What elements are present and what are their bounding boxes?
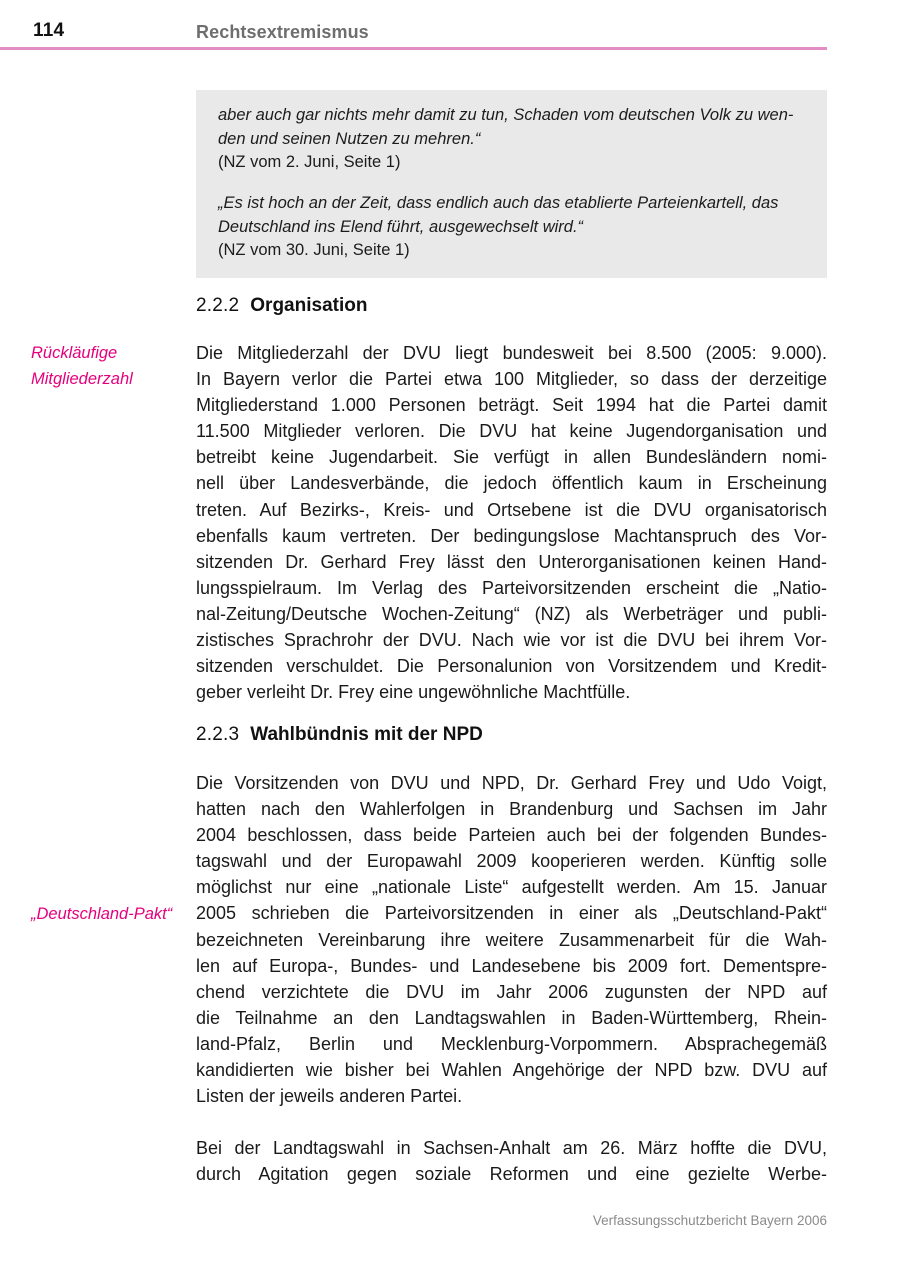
text-line: möglichst nur eine „nationale Liste“ aufgestellt werden. Am 15. Januar [196, 877, 828, 898]
text-line: Bei der Landtagswahl in Sachsen-Anhalt am 26. März hoffte die DVU, [196, 1138, 827, 1158]
page-number: 114 [33, 20, 65, 41]
text-line: 2004 beschlossen, dass beide Parteien auch bei der folgenden Bundes- [196, 825, 827, 846]
text-line: geber verleiht Dr. Frey eine ungewöhnliche Machtfülle. [196, 682, 631, 703]
text-line: die Teilnahme an den Landtagswahlen in Baden-Württemberg, Rhein- [196, 1007, 827, 1028]
margin-note-ruecklaeufige-mitgliederzahl [31, 340, 191, 392]
text-line: 2005 schrieben die Parteivorsitzenden in einer als „Deutschland-Pakt“ [196, 903, 827, 924]
text-line: durch Agitation gegen soziale Reformen und eine gezielte Werbe- [196, 1164, 827, 1185]
section-title: Organisation [250, 295, 368, 316]
text-line: Listen der jeweils anderen Partei. [196, 1086, 463, 1107]
quote-box [196, 178, 827, 278]
text-line: nell über Landesverbände, die jedoch öffentlich kaum in Erscheinung [196, 473, 827, 494]
text-line: Mitgliederstand 1.000 Personen beträgt. Seit 1994 hat die Partei damit [196, 395, 827, 416]
quote-text-line: „Es ist hoch an der Zeit, dass endlich auch das etablierte Parteienkartell, das [218, 194, 779, 212]
body-paragraph-wahlbuendnis-1 [196, 770, 827, 1109]
text-line: tagswahl und der Europawahl 2009 kooperieren werden. Künftig solle [196, 851, 827, 872]
text-line: bezeichneten Vereinbarung ihre weitere Zusammenarbeit für die Wah- [196, 929, 827, 950]
header-rule [0, 47, 827, 50]
section-heading-wahlbuendnis [196, 722, 827, 747]
body-paragraph-organisation [196, 340, 827, 705]
text-line: 11.500 Mitglieder verloren. Die DVU hat keine Jugendorganisation und [196, 421, 827, 442]
page-footer: Verfassungsschutzbericht Bayern 2006 [592, 1213, 827, 1228]
body-paragraph-wahlbuendnis-2 [196, 1135, 827, 1187]
text-line: hatten nach den Wahlerfolgen in Brandenburg und Sachsen im Jahr [196, 799, 828, 820]
text-line: kandidierten wie bisher bei Wahlen Angehörige der NPD bzw. DVU auf [196, 1060, 828, 1081]
text-line: Die Vorsitzenden von DVU und NPD, Dr. Gerhard Frey und Udo Voigt, [196, 773, 827, 793]
section-number: 2.2.2 [196, 295, 240, 316]
quote-text-line: Deutschland ins Elend führt, ausgewechselt wird.“ [218, 217, 584, 236]
quote-text-line: aber auch gar nichts mehr damit zu tun, Schaden vom deutschen Volk zu wen- [218, 106, 794, 124]
quote-source: (NZ vom 2. Juni, Seite 1) [218, 153, 401, 171]
text-line: betreibt keine Jugendarbeit. Sie verfügt in allen Bundesländern nomi- [196, 447, 827, 468]
text-line: sitzenden Dr. Gerhard Frey lässt den Unterorganisationen keinen Hand- [196, 551, 827, 572]
text-line: land-Pfalz, Berlin und Mecklenburg-Vorpommern. Absprachegemäß [196, 1033, 827, 1054]
text-line: sitzenden verschuldet. Die Personalunion von Vorsitzendem und Kredit- [196, 656, 828, 677]
page-header-title: Rechtsextremismus [196, 22, 369, 42]
text-line: chend verzichtete die DVU im Jahr 2006 zugunsten der NPD auf [196, 981, 827, 1002]
quote-source: (NZ vom 30. Juni, Seite 1) [218, 241, 410, 259]
margin-note-line: „Deutschland-Pakt“ [31, 905, 173, 923]
text-line: len auf Europa-, Bundes- und Landesebene bis 2009 fort. Dementspre- [196, 955, 827, 976]
text-line: Die Mitgliederzahl der DVU liegt bundesweit bei 8.500 (2005: 9.000). [196, 343, 828, 363]
section-title: Wahlbündnis mit der NPD [250, 724, 483, 745]
margin-note-line: Mitgliederzahl [31, 370, 133, 388]
section-heading-organisation [196, 293, 827, 318]
section-number: 2.2.3 [196, 724, 240, 745]
margin-note-deutschland-pakt [31, 901, 191, 927]
text-line: In Bayern verlor die Partei etwa 100 Mitglieder, so dass der derzeitige [196, 369, 827, 390]
text-line: zistisches Sprachrohr der DVU. Nach wie vor ist die DVU bei ihrem Vor- [196, 630, 827, 651]
quote-text-line: den und seinen Nutzen zu mehren.“ [218, 129, 481, 148]
text-line: ebenfalls kaum vertreten. Der bedingungslose Machtanspruch des Vor- [196, 525, 827, 546]
text-line: lungsspielraum. Im Verlag des Parteivorsitzenden erscheint die „Natio- [196, 577, 827, 598]
quote-box [196, 90, 827, 190]
text-line: treten. Auf Bezirks-, Kreis- und Ortsebene ist die DVU organisatorisch [196, 499, 827, 520]
margin-note-line: Rückläufige [31, 344, 118, 362]
page-header [0, 20, 900, 60]
text-line: nal-Zeitung/Deutsche Wochen-Zeitung“ (NZ) als Werbeträger und publi- [196, 603, 827, 624]
